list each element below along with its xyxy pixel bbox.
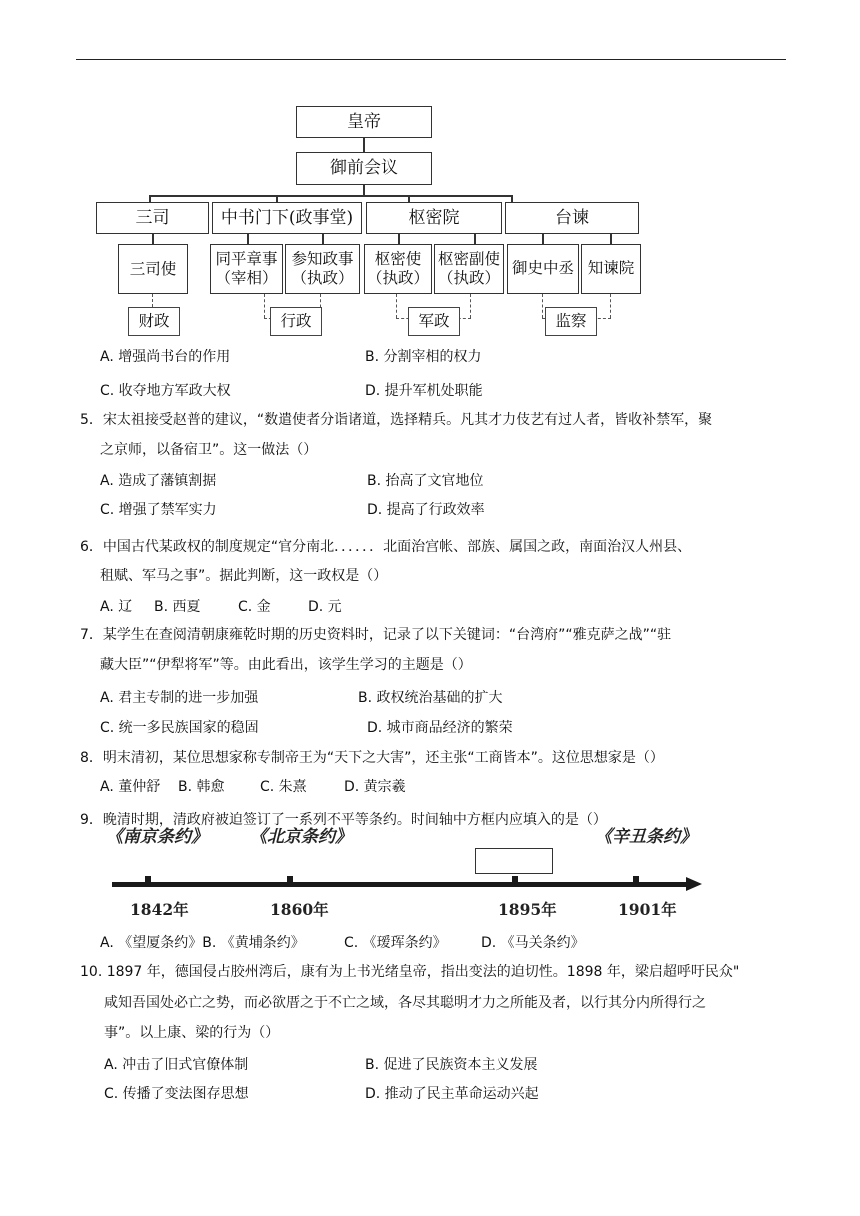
q10-stem-line-1: 10. 1897 年，德国侵占胶州湾后，康有为上书光绪皇帝，指出变法的迫切性。1898 年，梁启超呼吁民众" [80, 964, 740, 980]
timeline-tick-1895 [512, 876, 518, 887]
q8-option-c: C. 朱熹 [260, 779, 307, 795]
q5-option-c: C. 增强了禁军实力 [100, 502, 217, 518]
q6-option-d: D. 元 [308, 599, 342, 615]
org-box-function-supervision: 监察 [545, 307, 597, 336]
q5-option-a: A. 造成了藩镇割据 [100, 473, 217, 489]
timeline-arrow [686, 877, 702, 891]
org-box-zhongshu-menxia: 中书门下(政事堂) [212, 202, 362, 234]
timeline-label-beijing: 《北京条约》 [250, 827, 352, 847]
q5-stem-line-1: 5．宋太祖接受赵普的建议，“数遣使者分诣诸道，选择精兵。凡其才力伎艺有过人者，皆收补禁军，聚 [80, 412, 713, 428]
org-box-taijian: 台谏 [505, 202, 639, 234]
org-box-shumi-fushi: 枢密副使 （执政） [434, 244, 504, 294]
timeline-axis [112, 882, 690, 887]
q10-stem-line-3: 事”。以上康、梁的行为（） [104, 1025, 280, 1041]
org-box-sansi-shi: 三司使 [118, 244, 188, 294]
org-box-yushi-zhongcheng: 御史中丞 [507, 244, 579, 294]
org-box-tong-pingzhangshi: 同平章事 （宰相） [210, 244, 283, 294]
q10-option-b: B. 促进了民族资本主义发展 [365, 1057, 538, 1073]
q5-option-d: D. 提高了行政效率 [367, 502, 485, 518]
timeline-label-xinchou: 《辛丑条约》 [595, 827, 697, 847]
timeline-tick-1842 [145, 876, 151, 887]
q7-stem-line-1: 7．某学生在查阅清朝康雍乾时期的历史资料时，记录了以下关键词：“台湾府”“雅克萨之战”“驻 [80, 627, 672, 643]
q4-option-a: A. 增强尚书台的作用 [100, 349, 231, 365]
q5-option-b: B. 抬高了文官地位 [367, 473, 484, 489]
q6-option-b: B. 西夏 [154, 599, 201, 615]
q8-stem-line-1: 8．明末清初，某位思想家称专制帝王为“天下之大害”，还主张“工商皆本”。这位思想家是（） [80, 750, 664, 766]
q7-option-d: D. 城市商品经济的繁荣 [367, 720, 513, 736]
org-box-shumiyuan: 枢密院 [366, 202, 502, 234]
q6-option-c: C. 金 [238, 599, 271, 615]
q10-option-d: D. 推动了民主革命运动兴起 [365, 1086, 539, 1102]
q6-option-a: A. 辽 [100, 599, 133, 615]
q7-option-a: A. 君主专制的进一步加强 [100, 690, 259, 706]
q7-option-b: B. 政权统治基础的扩大 [358, 690, 503, 706]
q8-option-a: A. 董仲舒 [100, 779, 161, 795]
song-government-org-chart [90, 100, 670, 345]
q7-stem-line-2: 藏大臣”“伊犁将军”等。由此看出，该学生学习的主题是（） [100, 657, 472, 673]
org-box-function-administration: 行政 [270, 307, 322, 336]
q8-option-d: D. 黄宗羲 [344, 779, 406, 795]
q4-option-c: C. 收夺地方军政大权 [100, 383, 231, 399]
q6-stem-line-2: 租赋、军马之事”。据此判断，这一政权是（） [100, 568, 388, 584]
org-box-function-finance: 财政 [128, 307, 180, 336]
q10-option-c: C. 传播了变法图存思想 [104, 1086, 249, 1102]
org-box-council: 御前会议 [296, 152, 432, 185]
q6-stem-line-1: 6．中国古代某政权的制度规定“官分南北．．．．．．北面治宫帐、部族、属国之政，南面治汉人州县、 [80, 539, 692, 555]
timeline-year-1860: 1860年 [270, 900, 329, 919]
timeline-label-nanjing: 《南京条约》 [106, 827, 208, 847]
org-box-sansi: 三司 [96, 202, 209, 234]
q10-stem-line-2: 咸知吾国处必亡之势，而必欲厝之于不亡之域，各尽其聪明才力之所能及者，以行其分内所得行之 [104, 995, 706, 1011]
q5-stem-line-2: 之京师，以备宿卫”。这一做法（） [100, 442, 318, 458]
timeline-blank-box [475, 848, 553, 874]
q9-option-a-b: A. 《望厦条约》B. 《黄埔条约》 [100, 935, 305, 951]
timeline-tick-1860 [287, 876, 293, 887]
q9-option-d: D. 《马关条约》 [481, 935, 585, 951]
org-box-emperor: 皇帝 [296, 106, 432, 138]
org-box-shumi-shi: 枢密使 （执政） [364, 244, 432, 294]
org-box-canzhi-zhengshi: 参知政事 （执政） [285, 244, 360, 294]
q9-stem-line-1: 9．晚清时期，清政府被迫签订了一系列不平等条约。时间轴中方框内应填入的是（） [80, 812, 607, 828]
org-box-zhi-jianyuan: 知谏院 [581, 244, 641, 294]
q4-option-d: D. 提升军机处职能 [365, 383, 483, 399]
timeline-year-1842: 1842年 [130, 900, 189, 919]
q10-option-a: A. 冲击了旧式官僚体制 [104, 1057, 249, 1073]
timeline-year-1901: 1901年 [618, 900, 677, 919]
timeline-tick-1901 [633, 876, 639, 887]
org-box-function-military: 军政 [408, 307, 460, 336]
page-header-rule [76, 59, 786, 60]
q7-option-c: C. 统一多民族国家的稳固 [100, 720, 259, 736]
timeline-year-1895: 1895年 [498, 900, 557, 919]
q9-option-c: C. 《瑷珲条约》 [344, 935, 447, 951]
q4-option-b: B. 分割宰相的权力 [365, 349, 482, 365]
treaty-timeline [100, 818, 710, 928]
q8-option-b: B. 韩愈 [178, 779, 225, 795]
